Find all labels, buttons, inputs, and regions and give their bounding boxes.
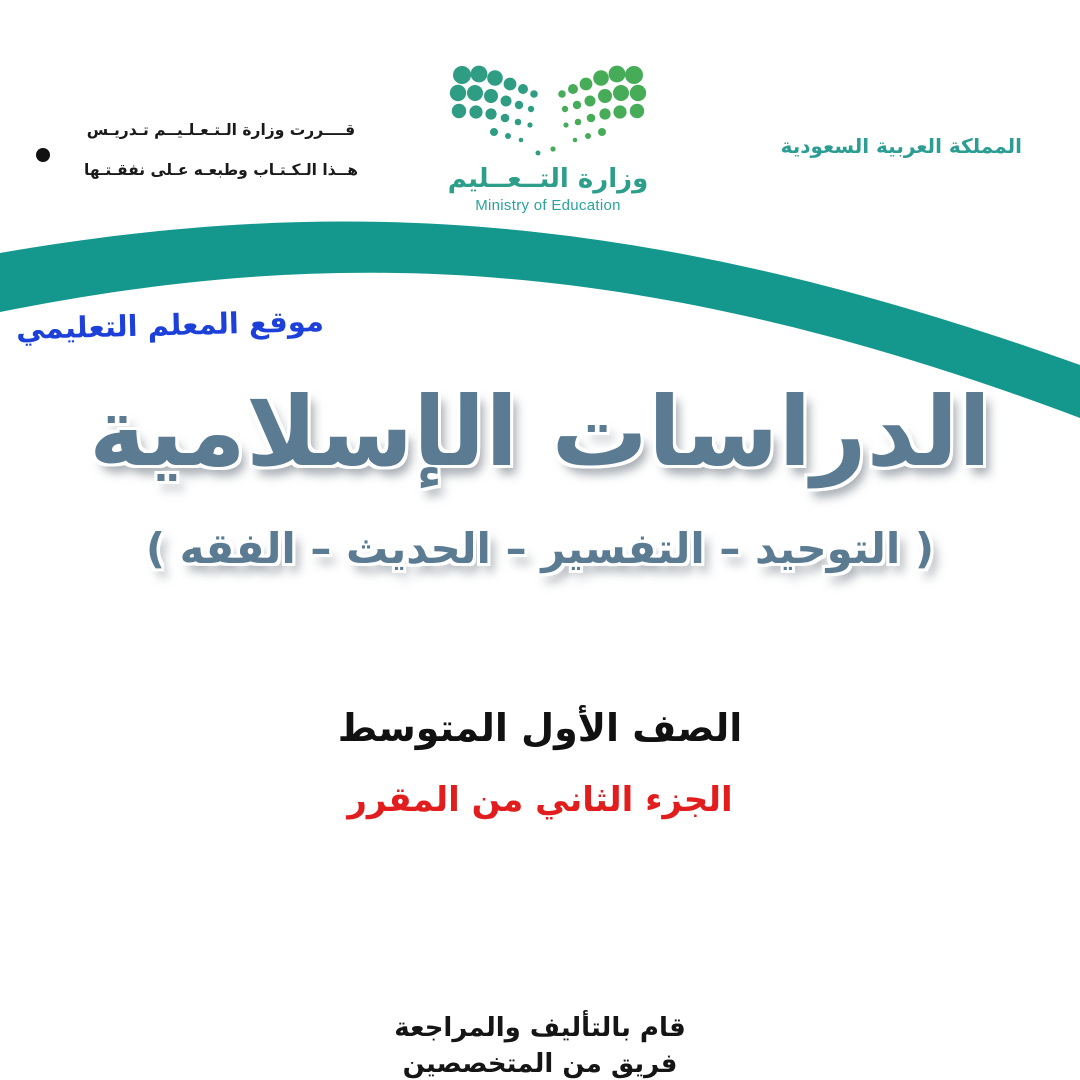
credits-block xyxy=(0,1010,1080,1080)
watermark-site-name: موقع المعلم التعليمي xyxy=(15,303,325,347)
decision-line-1: قــــررت وزارة الـتـعـلـيــم تـدريـس xyxy=(86,121,356,139)
logo-dots-left xyxy=(450,66,541,156)
ministry-wordmark-english: Ministry of Education xyxy=(475,197,621,214)
course-part-label: الجزء الثاني من المقرر xyxy=(347,780,733,820)
bullet-dot-icon xyxy=(36,148,50,162)
decision-line-2: هــذا الـكـتـاب وطبعـه عـلى نفقـتـها xyxy=(84,161,358,179)
ministry-wordmark-arabic: وزارة التــعــليم xyxy=(447,164,649,194)
credits-line-2: فريق من المتخصصين xyxy=(402,1049,678,1079)
country-name: المملكة العربية السعودية xyxy=(780,134,1022,158)
ministry-logo-dots-icon xyxy=(448,62,648,162)
book-subjects: ( التوحيد – التفسير – الحديث – الفقه ) xyxy=(145,524,935,573)
credits-line-1: قام بالتأليف والمراجعة xyxy=(394,1013,686,1043)
ministry-logo xyxy=(440,62,656,214)
book-title: الدراسات الإسلامية xyxy=(88,376,992,488)
decision-note xyxy=(36,110,376,190)
grade-label: الصف الأول المتوسط xyxy=(337,706,743,750)
logo-dots-right xyxy=(550,66,646,152)
